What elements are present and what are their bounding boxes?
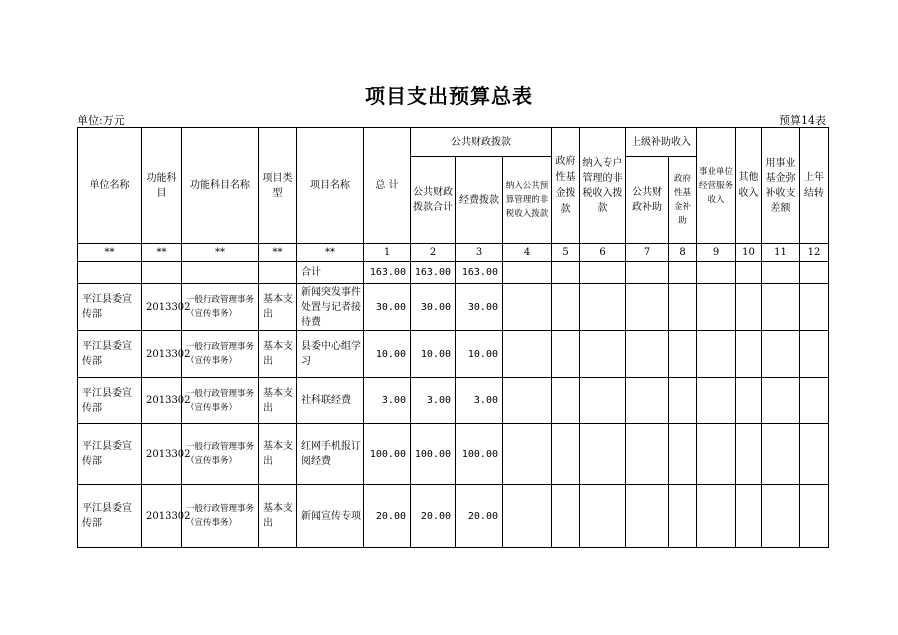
index-cell: 7 (626, 244, 669, 262)
index-cell: 3 (456, 244, 503, 262)
table-row (78, 378, 829, 424)
header-func-name: 功能科目名称 (182, 128, 259, 244)
cell-public: 20.00 (411, 485, 456, 548)
cell-funding: 3.00 (456, 378, 503, 424)
cell-total: 3.00 (364, 378, 411, 424)
total-cell: 163.00 (364, 262, 411, 284)
index-cell: ** (142, 244, 182, 262)
index-cell: 11 (762, 244, 800, 262)
index-cell: 6 (580, 244, 626, 262)
table-number: 预算14表 (779, 114, 826, 127)
cell-name: 社科联经费 (297, 378, 364, 424)
index-cell: 12 (800, 244, 829, 262)
index-cell: ** (182, 244, 259, 262)
header-proj-type: 项目类型 (259, 128, 297, 244)
index-cell: 8 (669, 244, 697, 262)
table-row (78, 424, 829, 485)
header-special-nontax: 纳入专户管理的非税收入拨款 (580, 128, 626, 244)
header-funding: 经费拨款 (456, 157, 503, 244)
table-row (78, 485, 829, 548)
table-row (78, 331, 829, 378)
cell-func: 一般行政管理事务（宣传事务） (182, 424, 259, 485)
index-cell: 2 (411, 244, 456, 262)
cell-type: 基本支出 (259, 424, 297, 485)
index-cell: 10 (736, 244, 762, 262)
index-cell: 1 (364, 244, 411, 262)
cell-funding: 30.00 (456, 284, 503, 331)
cell-total: 100.00 (364, 424, 411, 485)
header-fund-balance: 用事业基金弥补收支差额 (762, 128, 800, 244)
cell-name: 红网手机报订阅经费 (297, 424, 364, 485)
cell-total: 10.00 (364, 331, 411, 378)
cell-total: 20.00 (364, 485, 411, 548)
total-label: 合计 (297, 262, 364, 284)
header-public-fiscal: 公共财政拨款 (411, 128, 552, 157)
cell-func: 一般行政管理事务（宣传事务） (182, 284, 259, 331)
cell-unit: 平江县委宣传部 (78, 424, 142, 485)
cell-funding: 10.00 (456, 331, 503, 378)
index-cell: 4 (503, 244, 552, 262)
header-nontax-budget: 纳入公共预算管理的非税收入拨款 (503, 157, 552, 244)
cell-funding: 100.00 (456, 424, 503, 485)
index-row (78, 244, 829, 262)
cell-code: 2013302 (142, 284, 182, 331)
index-cell: ** (297, 244, 364, 262)
header-unit-name: 单位名称 (78, 128, 142, 244)
page-title: 项目支出预算总表 (365, 84, 533, 108)
cell-unit: 平江县委宣传部 (78, 331, 142, 378)
total-row (78, 262, 829, 284)
cell-public: 3.00 (411, 378, 456, 424)
cell-public: 100.00 (411, 424, 456, 485)
header-other-income: 其他收入 (736, 128, 762, 244)
header-public-fiscal-total: 公共财政拨款合计 (411, 157, 456, 244)
cell-public: 30.00 (411, 284, 456, 331)
budget-table (77, 127, 829, 548)
cell-func: 一般行政管理事务（宣传事务） (182, 485, 259, 548)
cell-func: 一般行政管理事务（宣传事务） (182, 378, 259, 424)
index-cell: 5 (552, 244, 580, 262)
cell-total: 30.00 (364, 284, 411, 331)
header-last-year: 上年结转 (800, 128, 829, 244)
header-superior-subsidy: 上级补助收入 (626, 128, 697, 157)
cell-name: 新闻突发事件处置与记者接待费 (297, 284, 364, 331)
cell-funding: 20.00 (456, 485, 503, 548)
cell-type: 基本支出 (259, 378, 297, 424)
table-row (78, 284, 829, 331)
header-total: 总 计 (364, 128, 411, 244)
header-func-code: 功能科目 (142, 128, 182, 244)
index-cell: ** (259, 244, 297, 262)
cell-unit: 平江县委宣传部 (78, 378, 142, 424)
header-proj-name: 项目名称 (297, 128, 364, 244)
cell-func: 一般行政管理事务（宣传事务） (182, 331, 259, 378)
header-business-income: 事业单位经营服务收入 (697, 128, 736, 244)
cell-code: 2013302 (142, 331, 182, 378)
total-public-cell: 163.00 (411, 262, 456, 284)
cell-unit: 平江县委宣传部 (78, 485, 142, 548)
cell-type: 基本支出 (259, 331, 297, 378)
header-gov-fund: 政府性基金拨款 (552, 128, 580, 244)
cell-code: 2013302 (142, 378, 182, 424)
index-cell: ** (78, 244, 142, 262)
cell-public: 10.00 (411, 331, 456, 378)
cell-type: 基本支出 (259, 284, 297, 331)
index-cell: 9 (697, 244, 736, 262)
cell-type: 基本支出 (259, 485, 297, 548)
total-funding-cell: 163.00 (456, 262, 503, 284)
cell-code: 2013302 (142, 485, 182, 548)
cell-unit: 平江县委宣传部 (78, 284, 142, 331)
cell-name: 县委中心组学习 (297, 331, 364, 378)
unit-label: 单位:万元 (77, 114, 125, 127)
header-gov-fund-subsidy: 政府性基金补助 (669, 157, 697, 244)
header-public-fiscal-subsidy: 公共财政补助 (626, 157, 669, 244)
cell-name: 新闻宣传专项 (297, 485, 364, 548)
cell-code: 2013302 (142, 424, 182, 485)
